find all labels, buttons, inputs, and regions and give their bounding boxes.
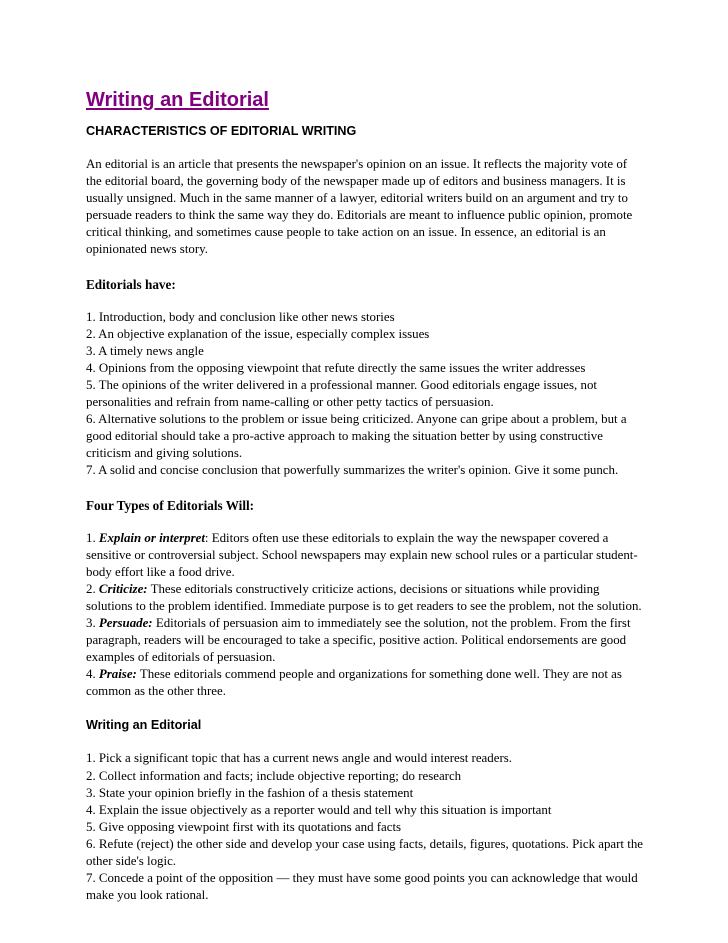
characteristics-heading: CHARACTERISTICS OF EDITORIAL WRITING bbox=[86, 124, 357, 138]
list-item: 7. Concede a point of the opposition — they must have some good points you can acknowledge that would make you look rational. bbox=[86, 871, 638, 903]
list-item: 2. An objective explanation of the issue, especially complex issues bbox=[86, 326, 430, 341]
list-item: 3. A timely news angle bbox=[86, 343, 204, 358]
intro-paragraph: An editorial is an article that presents the newspaper's opinion on an issue. It reflects the majority vote of the editorial board, the governing body of the newspaper made up of editors and business managers. It is usually unsigned. Much in the same manner of a lawyer, editorial writers build on an argument and try to persuade readers to think the same way they do. Editorials are meant to influence public opinion, promote critical thinking, and sometimes cause people to take action on an issue. In essence, an editorial is an opinionated news story. bbox=[86, 157, 633, 257]
list-item bbox=[86, 581, 646, 615]
item-number: 4. bbox=[86, 667, 99, 682]
item-number: 2. bbox=[86, 581, 99, 596]
type-description: Editorials of persuasion aim to immediately see the solution, not the problem. From the first paragraph, readers will be encouraged to take a specific, positive action. Political endorsements are good examples of editorials of persuasion. bbox=[86, 615, 631, 665]
type-description: Editors often use these editorials to explain the way the newspaper covered a sensitive or controversial subject. School newspapers may explain new school rules or a particular student-body effort like a food drive. bbox=[86, 530, 638, 579]
type-term: Criticize: bbox=[98, 581, 148, 596]
list-item: 3. State your opinion briefly in the fashion of a thesis statement bbox=[86, 785, 414, 800]
list-item: 1. Pick a significant topic that has a current news angle and would interest readers. bbox=[86, 751, 512, 766]
term-separator: : bbox=[204, 530, 209, 545]
type-term: Persuade: bbox=[98, 615, 153, 630]
list-item: 6. Refute (reject) the other side and develop your case using facts, details, figures, quotations. Pick apart the other side's logic. bbox=[86, 836, 643, 868]
list-item: 5. The opinions of the writer delivered in a professional manner. Good editorials engage issues, not personalities and refrain from name-calling or other petty tactics of persuasion. bbox=[86, 377, 597, 410]
type-term: Explain or interpret bbox=[98, 530, 205, 545]
type-term: Praise: bbox=[98, 667, 137, 682]
list-item: 1. Introduction, body and conclusion like other news stories bbox=[86, 309, 395, 324]
list-item: 7. A solid and concise conclusion that powerfully summarizes the writer's opinion. Give it some punch. bbox=[86, 463, 619, 478]
document-title[interactable]: Writing an Editorial bbox=[86, 89, 269, 111]
list-item: 5. Give opposing viewpoint first with its quotations and facts bbox=[86, 819, 402, 834]
type-description: These editorials constructively criticize actions, decisions or situations while providing solutions to the problem identified. Immediate purpose is to get readers to see the problem, not the solution. bbox=[86, 581, 642, 613]
list-item: 4. Opinions from the opposing viewpoint that refute directly the same issues the writer addresses bbox=[86, 360, 586, 375]
item-number: 1. bbox=[86, 530, 99, 545]
list-item: 2. Collect information and facts; include objective reporting; do research bbox=[86, 768, 462, 783]
type-description: These editorials commend people and organizations for something done well. They are not as common as the other three. bbox=[86, 667, 622, 699]
editorials-have-list bbox=[86, 309, 646, 480]
list-item bbox=[86, 666, 646, 700]
item-number: 3. bbox=[86, 615, 99, 630]
editorials-have-heading: Editorials have: bbox=[86, 276, 176, 292]
document-page bbox=[86, 88, 646, 904]
list-item: 4. Explain the issue objectively as a reporter would and tell why this situation is important bbox=[86, 802, 552, 817]
four-types-list bbox=[86, 530, 646, 701]
list-item bbox=[86, 615, 646, 666]
writing-steps-list bbox=[86, 750, 646, 904]
writing-editorial-heading: Writing an Editorial bbox=[86, 718, 202, 733]
list-item: 6. Alternative solutions to the problem or issue being criticized. Anyone can gripe about a problem, but a good editorial should take a pro-active approach to making the situation better by using constructive criticism and giving solutions. bbox=[86, 412, 627, 461]
four-types-heading: Four Types of Editorials Will: bbox=[86, 497, 255, 513]
list-item bbox=[86, 530, 646, 581]
